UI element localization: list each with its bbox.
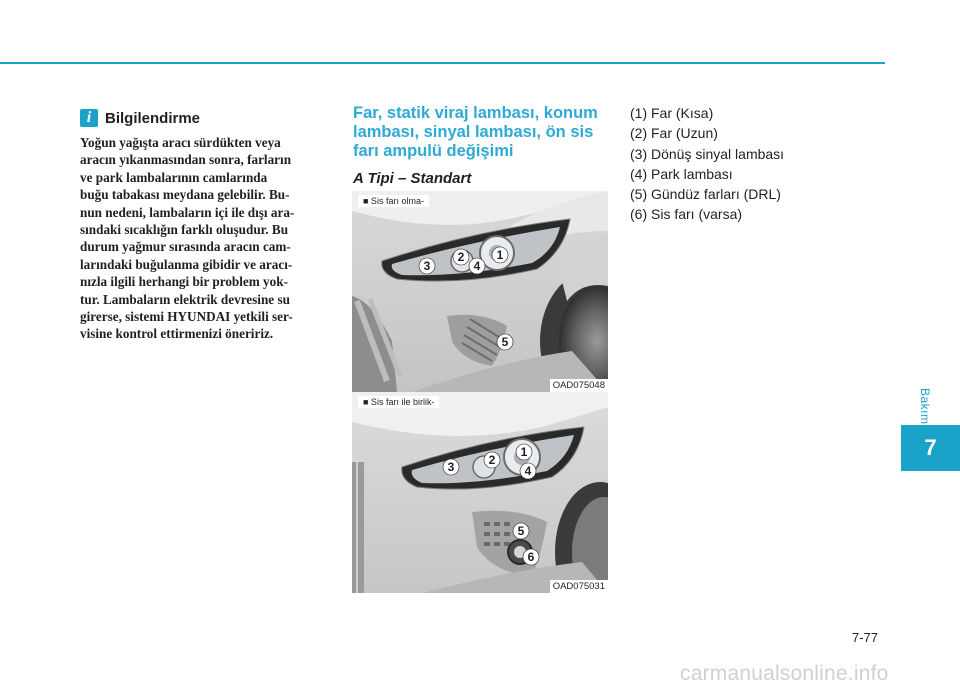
chapter-tab[interactable]: 7 [901, 425, 960, 471]
marker-4-label: 4 [524, 464, 532, 478]
legend-item: (6) Sis farı (varsa) [630, 206, 743, 223]
info-line: larındaki buğulanma gibidir ve aracı- [80, 256, 293, 272]
info-line: nun nedeni, lambaların içi ile dışı ara- [80, 204, 295, 220]
marker-3-label: 3 [447, 460, 455, 474]
callout-markers [352, 392, 608, 593]
watermark[interactable]: carmanualsonline.info [680, 662, 889, 685]
info-line: buğu tabakası meydana gelebilir. Bu- [80, 187, 290, 203]
callout-markers [352, 191, 608, 392]
section-title [353, 104, 613, 161]
info-line: ve park lambalarının camlarında [80, 169, 268, 185]
marker-2-label: 2 [488, 453, 496, 467]
info-line: tur. Lambaların elektrik devresine su [80, 291, 290, 307]
marker-2-label: 2 [457, 250, 465, 264]
section-title-line: farı ampulü değişimi [353, 142, 514, 160]
figure-code: OAD075048 [550, 379, 608, 392]
legend-item: (1) Far (Kısa) [630, 105, 714, 121]
marker-6-label: 6 [527, 550, 535, 564]
figure-code: OAD075031 [550, 580, 608, 593]
top-rule [0, 62, 885, 64]
info-title: Bilgilendirme [105, 109, 201, 127]
subsection-title: A Tipi – Standart [353, 170, 472, 187]
chapter-side-label: Bakım [918, 387, 932, 425]
section-title-line: lambası, sinyal lambası, ön sis [353, 123, 594, 141]
info-line: girerse, sistemi HYUNDAI yetkili ser- [80, 309, 293, 325]
marker-1-label: 1 [496, 248, 504, 262]
info-heading [80, 109, 200, 127]
headlamp-figure-with-fog [352, 392, 608, 593]
info-line: durum yağmur sırasında aracın cam- [80, 239, 291, 255]
legend-item: (4) Park lambası [630, 165, 733, 182]
headlamp-figure-without-fog [352, 191, 608, 392]
marker-1-label: 1 [520, 445, 528, 459]
figure-caption: ■ Sis farı olma- [358, 195, 429, 207]
info-line: sındaki sıcaklığın farklı oluşudur. Bu [80, 222, 289, 238]
bulb-legend [630, 103, 784, 225]
info-body [80, 134, 335, 343]
marker-4-label: 4 [473, 259, 481, 273]
legend-item: (3) Dönüş sinyal lambası [630, 145, 785, 162]
info-line: Yoğun yağışta aracı sürdükten veya [80, 135, 281, 150]
info-line: aracın yıkanmasından sonra, farların [80, 152, 292, 168]
page-number: 7-77 [852, 630, 879, 645]
legend-item: (5) Gündüz farları (DRL) [630, 186, 781, 203]
section-title-line: Far, statik viraj lambası, konum [353, 104, 598, 122]
info-icon: i [80, 109, 98, 127]
info-line: visine kontrol ettirmenizi öneririz. [80, 326, 274, 342]
marker-5-label: 5 [501, 335, 509, 349]
legend-item: (2) Far (Uzun) [630, 125, 718, 142]
figure-caption: ■ Sis farı ile birlik- [358, 396, 439, 408]
info-line: nızla ilgili herhangi bir problem yok- [80, 274, 288, 290]
marker-5-label: 5 [517, 524, 525, 538]
marker-3-label: 3 [423, 259, 431, 273]
